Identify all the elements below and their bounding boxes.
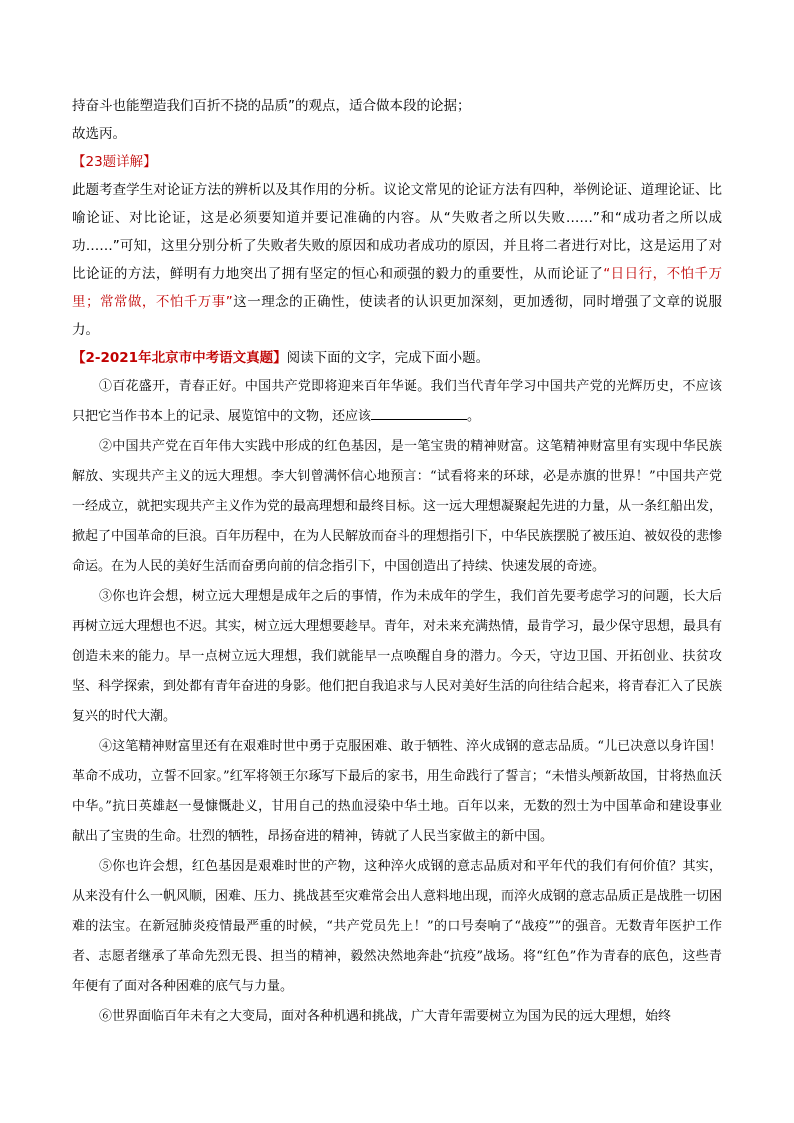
source-line: [72, 344, 722, 372]
detail-text-b: 这一理念的正确性，使读者的认识更加深刻，更加透彻，同时增强了文章的说服力。: [72, 294, 723, 338]
passage-paragraph-2: ②中国共产党在百年伟大实践中形成的红色基因，是一笔宝贵的精神财富。这笔精神财富里有实现中华民族解放、实现共产主义的远大理想。李大钊曾满怀信心地预言：“试看将来的环球，必是赤旗的世界！”中国共产党一经成立，就把实现共产主义作为党的最高理想和最终目标。这一远大理想凝聚起先进的力量，从一条红船出发，掀起了中国革命的巨浪。百年历程中，在为人民解放而奋斗的理想指引下，中华民族摆脱了被压迫、被奴役的悲惨命运。在为人民的美好生活而奋勇向前的信念指引下，中国创造出了持续、快速发展的奇迹。: [72, 439, 723, 574]
answer-line-2: 故选丙。: [72, 126, 126, 142]
passage-p1-end: 。: [467, 409, 481, 424]
answer-blank[interactable]: [371, 405, 467, 420]
answer-line-1: 持奋斗也能塑造我们百折不挠的品质”的观点，适合做本段的论据；: [72, 98, 471, 114]
detail-quote-red: “日日行，不怕千万里；常常做，不怕千万事”: [72, 266, 723, 310]
source-instruction: 阅读下面的文字，完成下面小题。: [286, 350, 490, 366]
passage-p1-text: ①百花盛开，青春正好。中国共产党即将迎来百年华诞。我们当代青年学习中国共产党的光辉历史，不应该只把它当作书本上的记录、展览馆中的文物，还应该: [72, 379, 722, 424]
detail-explanation: [72, 176, 722, 344]
document-page: [72, 92, 722, 1032]
passage-paragraph-5: ⑤你也许会想，红色基因是艰难时世的产物，这种淬火成钢的意志品质对和平年代的我们有何价值？其实，从来没有什么一帆风顺，困难、压力、挑战甚至灾难常会出人意料地出现，而淬火成钢的意志品质正是战胜一切困难的法宝。在新冠肺炎疫情最严重的时候，“共产党员先上！”的口号奏响了“战疫””的强音。无数青年医护工作者、志愿者继承了革命先烈无畏、担当的精神，毅然决然地奔赴“抗疫”战场。将“红色”作为青春的底色，这些青年便有了面对各种困难的底气与力量。: [72, 859, 723, 994]
passage-paragraph-4: ④这笔精神财富里还有在艰难时世中勇于克服困难、敢于牺牲、淬火成钢的意志品质。“儿已决意以身许国！革命不成功，立誓不回家。”红军将领王尔琢写下最后的家书，用生命践行了誓言；“未惜头颅新故国，甘将热血沃中华。”抗日英雄赵一曼慷慨赴义，甘用自己的热血浸染中华土地。百年以来，无数的烈士为中国革命和建设事业献出了宝贵的生命。壮烈的牺牲，昂扬奋进的精神，铸就了人民当家做主的新中国。: [72, 739, 722, 844]
detail-heading: 【23题详解】: [72, 154, 157, 170]
reading-passage: [72, 372, 722, 1032]
passage-paragraph-3: ③你也许会想，树立远大理想是成年之后的事情，作为未成年的学生，我们首先要考虑学习的问题，长大后再树立远大理想也不迟。其实，树立远大理想要趁早。青年，对未来充满热情，最肯学习，最少保守思想，最具有创造未来的能力。早一点树立远大理想，我们就能早一点唤醒自身的潜力。今天，守边卫国、开拓创业、扶贫攻坚、科学探索，到处都有青年奋进的身影。他们把自我追求与人民对美好生活的向往结合起来，将青春汇入了民族复兴的时代大潮。: [72, 589, 723, 724]
passage-paragraph-6: ⑥世界面临百年未有之大变局，面对各种机遇和挑战，广大青年需要树立为国为民的远大理想，始终: [99, 1009, 672, 1024]
detail-text-a: 此题考查学生对论证方法的辨析以及其作用的分析。议论文常见的论证方法有四种，举例论证、道理论证、比喻论证、对比论证，这是必须要知道并要记准确的内容。从“失败者之所以失败……”和“成功者之所以成功……”可知，这里分别分析了失败者失败的原因和成功者成功的原因，并且将二者进行对比，这是运用了对比论证的方法，鲜明有力地突出了拥有坚定的恒心和顽强的毅力的重要性，从而论证了: [72, 182, 722, 282]
passage-paragraph-1: [72, 372, 722, 432]
source-tag: 【2-2021年北京市中考语文真题】: [72, 350, 287, 366]
